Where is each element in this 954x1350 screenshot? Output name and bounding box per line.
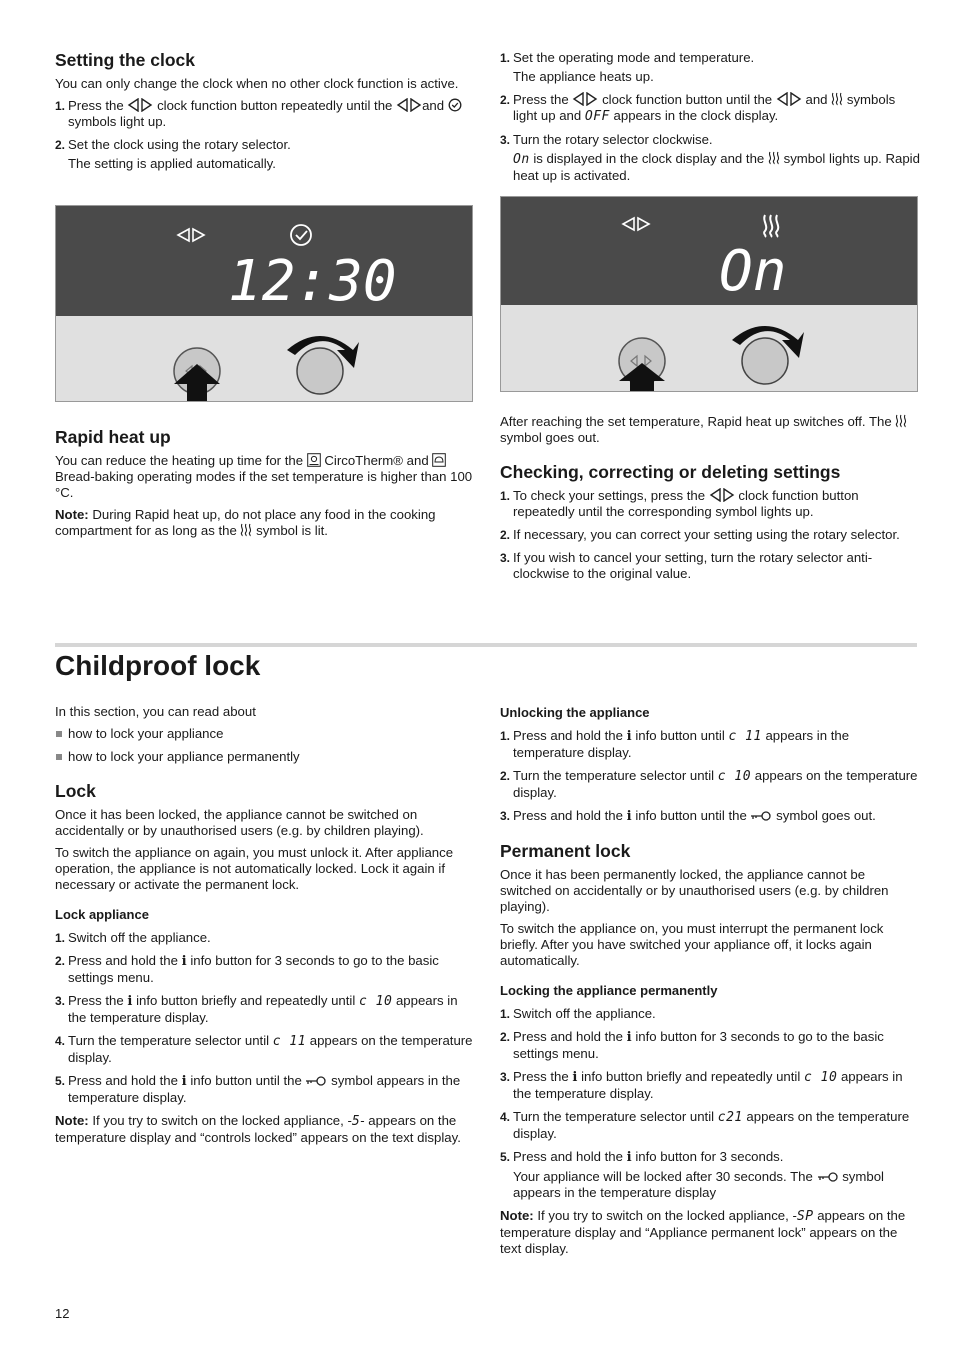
info-icon: i — [626, 729, 632, 744]
checking-section — [500, 414, 920, 589]
clock-display: 12:30 — [228, 249, 397, 314]
page-number: 12 — [55, 1306, 70, 1321]
rapid-heat-panel-drawing — [501, 197, 917, 391]
rapid-heat-icon — [768, 151, 780, 165]
clock-function-icon — [178, 229, 204, 241]
checking-heading: Checking, correcting or deleting settings — [500, 462, 841, 482]
off-display-code: OFF — [584, 109, 610, 124]
clock-panel-illustration — [55, 205, 473, 402]
permanent-note: Note: If you try to switch on the locked appliance, -SP appears on the temperature display and “Appliance permanent lock” appears on the text display. — [500, 1208, 906, 1256]
lock-note: Note: If you try to switch on the locked appliance, -5- appears on the temperature display and “controls locked” appears on the text display. — [55, 1113, 461, 1145]
clock-function-icon — [127, 98, 153, 112]
rapid-heat-after: After reaching the set temperature, Rapid heat up switches off. The symbol goes out. — [500, 414, 920, 446]
lock-heading: Lock — [55, 781, 96, 801]
clock-panel-drawing — [56, 206, 472, 401]
childproof-lock-title: Childproof lock — [55, 650, 261, 681]
info-icon: i — [181, 1074, 187, 1089]
rapid-heat-step-2: 2. Press the clock function button until the and symbols light up and OFF appears in the clock display. — [500, 92, 896, 124]
info-icon: i — [626, 809, 632, 824]
info-icon: i — [626, 1030, 632, 1045]
permanent-lock-heading: Permanent lock — [500, 841, 631, 861]
setting-clock-steps — [55, 98, 475, 172]
clock-function-icon — [709, 488, 735, 502]
key-lock-icon — [817, 1171, 839, 1183]
lock-step-5: 5. Press and hold the i info button until the symbol appears in the temperature display. — [55, 1073, 461, 1105]
clock-function-icon — [572, 92, 598, 106]
permanent-step-5: 5. Press and hold the i info button for 3 seconds. Your appliance will be locked after 30 seconds. The symbol appears in the temperature display — [500, 1149, 884, 1200]
timer-icon — [291, 225, 311, 245]
display-code: c 11 — [272, 1034, 307, 1049]
lock-section — [55, 704, 475, 1152]
rapid-heat-note: Note: During Rapid heat up, do not place any food in the cooking compartment for as long as the symbol is lit. — [55, 507, 436, 538]
bread-baking-icon — [432, 453, 446, 467]
section-divider — [55, 643, 917, 647]
rapid-heat-step-1: 1. Set the operating mode and temperature. The appliance heats up. — [500, 50, 755, 84]
info-icon: i — [181, 954, 187, 969]
rapid-heat-steps — [500, 50, 920, 184]
rapid-heat-steps-section — [500, 50, 920, 191]
display-code: c 10 — [803, 1070, 838, 1085]
setting-clock-intro: You can only change the clock when no other clock function is active. — [55, 76, 459, 91]
info-icon: i — [572, 1070, 578, 1085]
permanent-p2: To switch the appliance on, you must interrupt the permanent lock briefly. After you have switched your appliance off, it locks again automatically. — [500, 921, 884, 968]
info-icon: i — [626, 1150, 632, 1165]
key-lock-icon — [305, 1075, 327, 1087]
unlocking-step-1: 1. Press and hold the i info button until c 11 appears in the temperature display. — [500, 728, 850, 760]
on-display-code: On — [513, 152, 530, 167]
checking-step-2: 2. If necessary, you can correct your setting using the rotary selector. — [500, 527, 900, 542]
display-code: c21 — [717, 1110, 743, 1125]
unlocking-steps — [500, 728, 920, 825]
clock-function-icon — [396, 98, 422, 112]
permanent-step-4: 4. Turn the temperature selector until c21 appears on the temperature display. — [500, 1109, 910, 1141]
permanent-step-1: 1. Switch off the appliance. — [500, 1006, 656, 1021]
setting-clock-section — [55, 50, 475, 179]
lock-step-1: 1. Switch off the appliance. — [55, 930, 211, 945]
permanent-step-3: 3. Press the i info button briefly and repeatedly until c 10 appears in the temperature display. — [500, 1069, 903, 1101]
lock-step-2: 2. Press and hold the i info button for 3 seconds to go to the basic settings menu. — [55, 953, 439, 985]
rapid-heat-icon — [831, 92, 843, 106]
unlocking-step-2: 2. Turn the temperature selector until c 10 appears on the temperature display. — [500, 768, 918, 800]
childproof-topics — [55, 726, 475, 765]
setting-clock-heading: Setting the clock — [55, 50, 196, 70]
rapid-heat-heading: Rapid heat up — [55, 427, 171, 447]
checking-step-3: 3. If you wish to cancel your setting, turn the rotary selector anti-clockwise to the original value. — [500, 550, 873, 581]
unlock-permanent-section — [500, 705, 920, 1263]
childproof-intro: In this section, you can read about — [55, 704, 256, 719]
timer-icon — [448, 98, 462, 112]
lock-p2: To switch the appliance on again, you must unlock it. After appliance operation, the appliance is not automatically locked. Lock it again if necessary or activate the permanent lock. — [55, 845, 454, 892]
lock-step-4: 4. Turn the temperature selector until c 11 appears on the temperature display. — [55, 1033, 473, 1065]
info-icon: i — [127, 994, 133, 1009]
unlocking-step-3: 3. Press and hold the i info button until the symbol goes out. — [500, 808, 876, 824]
rapid-heat-icon — [895, 414, 907, 428]
display-code: c 11 — [728, 729, 762, 744]
lock-p1: Once it has been locked, the appliance cannot be switched on accidentally or by unauthorised users (e.g. by children playing). — [55, 807, 424, 838]
permanent-step-2: 2. Press and hold the i info button for 3 seconds to go to the basic settings menu. — [500, 1029, 884, 1061]
locking-permanently-subheading: Locking the appliance permanently — [500, 983, 718, 998]
checking-step-1: 1. To check your settings, press the clock function button repeatedly until the corresponding symbol lights up. — [500, 488, 859, 519]
key-lock-icon — [750, 810, 772, 822]
lock-step-3: 3. Press the i info button briefly and repeatedly until c 10 appears in the temperature display. — [55, 993, 458, 1025]
lock-steps — [55, 930, 475, 1106]
rapid-heat-intro: You can reduce the heating up time for the CircoTherm® and Bread-baking operating modes if the set temperature is higher than 100 °C. — [55, 453, 473, 500]
setting-clock-step-1: 1. Press the clock function button repeatedly until the and symbols light up. — [55, 98, 475, 130]
rotary-selector — [297, 348, 343, 394]
rapid-heat-section-left — [55, 427, 475, 545]
childproof-topic-1: how to lock your appliance — [55, 726, 475, 742]
checking-steps — [500, 488, 920, 582]
display-code: c 10 — [717, 769, 752, 784]
permanent-steps — [500, 1006, 920, 1201]
clock-function-icon — [623, 218, 649, 230]
circotherm-icon — [307, 453, 321, 467]
display-code: c 10 — [358, 994, 393, 1009]
display-code: SP — [796, 1209, 814, 1224]
rapid-heat-step-3: 3. Turn the rotary selector clockwise. On is displayed in the clock display and the symbol lights up. Rapid heat up is activated. — [500, 132, 920, 183]
rotary-selector — [742, 338, 788, 384]
clock-function-icon — [776, 92, 802, 106]
rapid-heat-icon — [240, 523, 252, 537]
display-code: 5 — [351, 1114, 361, 1129]
lock-appliance-subheading: Lock appliance — [55, 907, 149, 922]
rapid-heat-panel-illustration — [500, 196, 918, 392]
setting-clock-step-2: 2. Set the clock using the rotary selector. The setting is applied automatically. — [55, 137, 291, 171]
permanent-p1: Once it has been permanently locked, the appliance cannot be switched on accidentally or by unauthorised users (e.g. by children playing). — [500, 867, 889, 914]
childproof-topic-2: how to lock your appliance permanently — [55, 749, 475, 765]
rapid-heat-display: On — [719, 239, 787, 304]
unlocking-subheading: Unlocking the appliance — [500, 705, 650, 720]
rapid-heat-icon — [764, 215, 778, 237]
